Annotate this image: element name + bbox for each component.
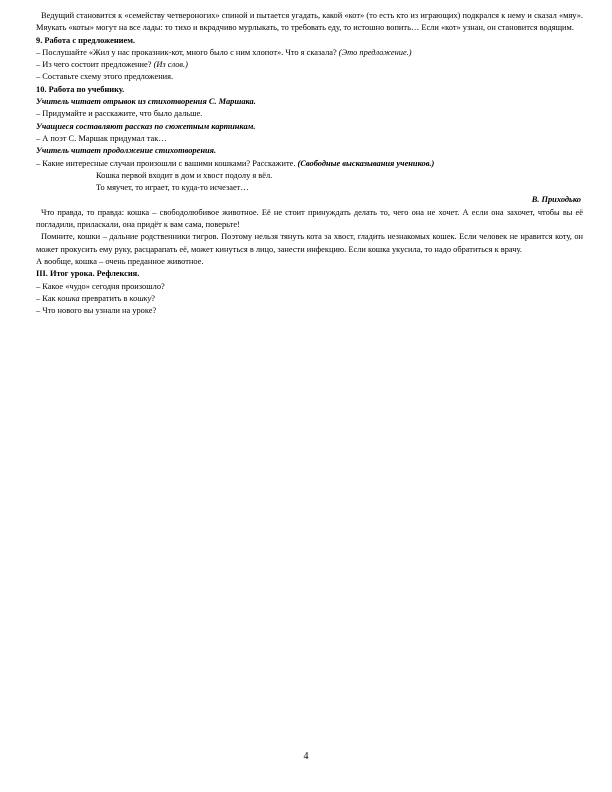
poem-line: То мяучет, то играет, то куда-то исчезает… (96, 183, 249, 193)
dialogue-line: – Что нового вы узнали на уроке? (36, 306, 157, 316)
document-body (36, 10, 583, 317)
poem-line: Кошка первой входит в дом и хвост подолу я вёл. (96, 170, 273, 180)
page-number: 4 (303, 751, 309, 762)
dialogue-line: – Придумайте и расскажите, что было дальше. (36, 109, 203, 119)
dialogue-line: – Какие интересные случаи произошли с вашими кошками? Расскажите. (Свободные высказывания учеников.) (36, 158, 435, 168)
teacher-note: Учитель читает отрывок из стихотворения С. Маршака. (36, 97, 256, 107)
dialogue-line: – А поэт С. Маршак придумал так… (36, 133, 167, 143)
dialogue-line: – Составьте схему этого предложения. (36, 72, 174, 82)
answer-text: (Из слов.) (153, 60, 188, 70)
dialogue-line: – Из чего состоит предложение? (Из слов.) (36, 60, 188, 70)
section-heading-10: 10. Работа по учебнику. (36, 84, 125, 94)
dialogue-line: – Как кошка превратить в кошку? (36, 293, 156, 303)
cat-paragraph: Помните, кошки – дальние родственники тигров. Поэтому нельзя тянуть кота за хвост, гладить незнакомых кошек. Если человек не нравится коту, он может прокусить ему руку, расцарапать её, может кинуться в лицо, занести инфекцию. Если кошка укусила, то надо обратиться к врачу. (36, 232, 583, 254)
poem-author: В. Приходько (531, 195, 581, 205)
section-heading-9: 9. Работа с предложением. (36, 35, 135, 45)
teacher-note: Учитель читает продолжение стихотворения. (36, 146, 217, 156)
game-rules-paragraph: Ведущий становится к «семейству четвероногих» спиной и пытается угадать, какой «кот» (то есть кто из играющих) подкрался к нему и сказал «мяу». Мяукать «коты» могут на все лады: то тихо и вкрадчиво мурлыкать, то требовать еду, то истошно вопить… Если «кот» узнан, он становится водящим. (36, 11, 583, 33)
answer-text: (Свободные высказывания учеников.) (297, 158, 435, 168)
answer-text: (Это предложение.) (338, 47, 412, 57)
dialogue-line: – Послушайте «Жил у нас проказник-кот, много было с ним хлопот». Что я сказала? (Это предложение.) (36, 47, 412, 57)
cat-paragraph: Что правда, то правда: кошка – свободолюбивое животное. Её не стоит принуждать делать то, чего она не хочет. А если она захочет, чтобы вы её погладили, приласкали, она придёт к вам сама, поверьте! (36, 207, 583, 230)
section-heading-3: III. Итог урока. Рефлексия. (36, 269, 140, 279)
dialogue-line: – Какое «чудо» сегодня произошло? (36, 281, 165, 291)
dialogue-line: А вообще, кошка – очень преданное животное. (36, 256, 204, 266)
teacher-note: Учащиеся составляют рассказ по сюжетным картинкам. (36, 121, 256, 131)
